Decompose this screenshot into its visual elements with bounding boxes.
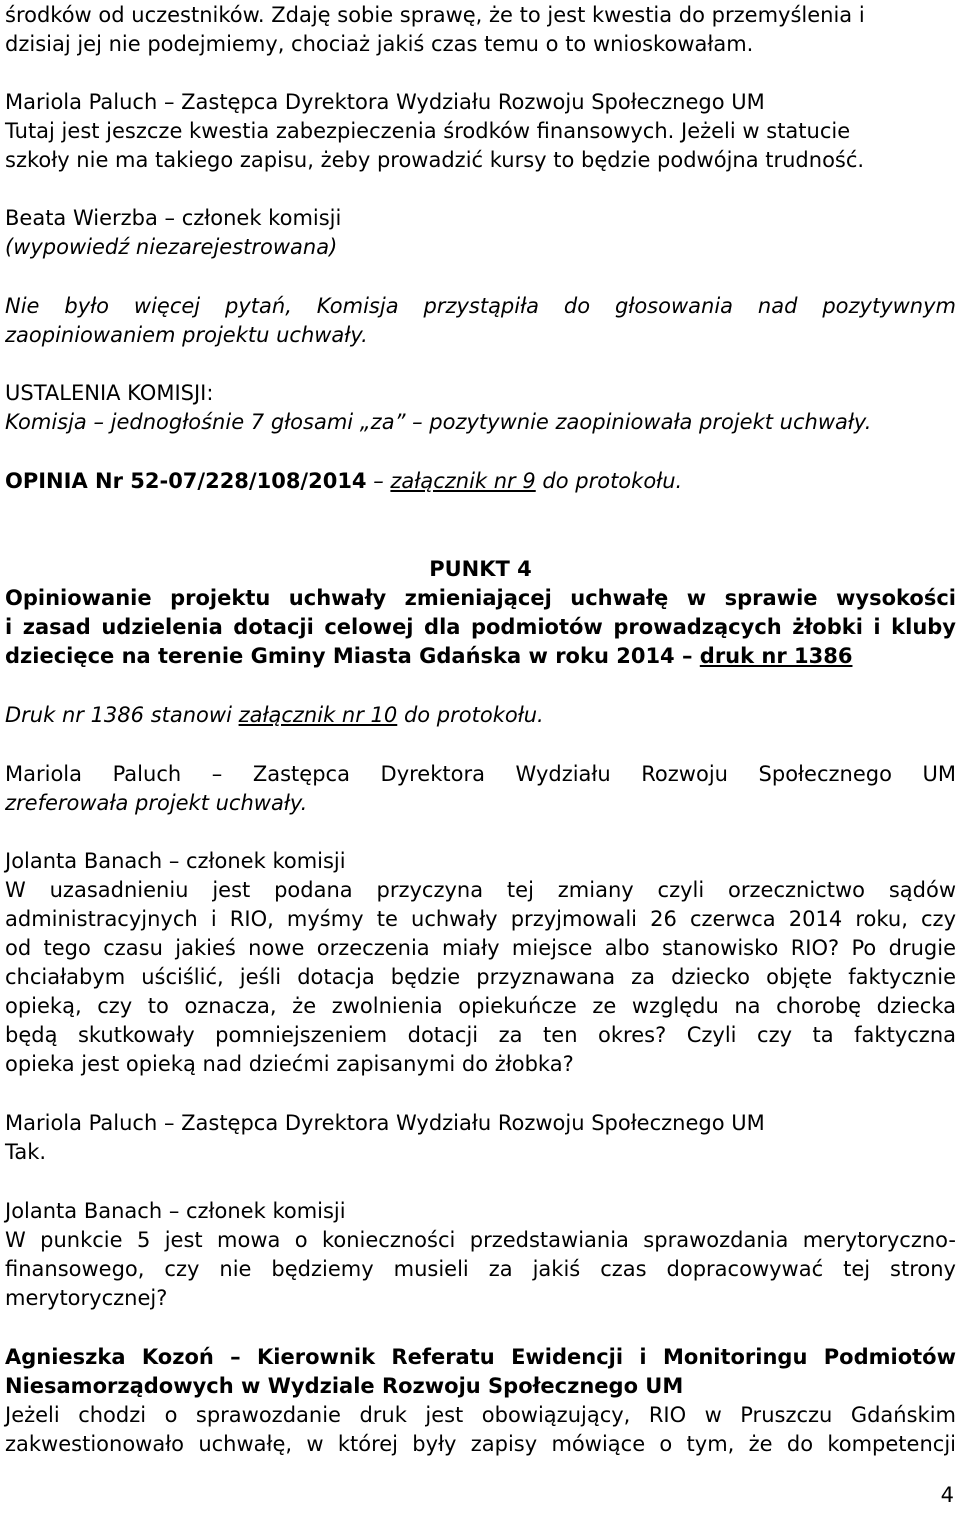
text-line: opieką, czy to oznacza, że zwolnienia opiekuńcze ze względu na chorobę dziecka [5,994,956,1018]
italic-note: (wypowiedź niezarejestrowana) [5,235,338,259]
text-line: środków od uczestników. Zdaję sobie sprawę, że to jest kwestia do przemyślenia i [5,3,865,27]
speaker-heading: Jolanta Banach – członek komisji [5,849,346,873]
attachment-note-suffix: do protokołu. [397,703,544,727]
text-line: merytorycznej? [5,1286,168,1310]
text-line: szkoły nie ma takiego zapisu, żeby prowadzić kursy to będzie podwójna trudność. [5,148,865,172]
point-description-line: Opiniowanie projektu uchwały zmieniającej uchwałę w sprawie wysokości [5,586,956,610]
attachment-note-prefix: Druk nr 1386 stanowi [5,703,239,727]
text-line: Jeżeli chodzi o sprawozdanie druk jest obowiązujący, RIO w Pruszczu Gdańskim [5,1403,956,1427]
point-description-line: i zasad udzielenia dotacji celowej dla podmiotów prowadzących żłobki i kluby [5,615,956,639]
text-line: Tutaj jest jeszcze kwestia zabezpieczenia środków finansowych. Jeżeli w statucie [5,119,851,143]
opinion-suffix: do protokołu. [535,469,683,493]
opinion-number: OPINIA Nr 52-07/228/108/2014 [5,469,367,493]
speaker-heading: Mariola Paluch – Zastępca Dyrektora Wydziału Rozwoju Społecznego UM [5,762,956,786]
attachment-link[interactable]: załącznik nr 10 [238,703,398,727]
text-line: administracyjnych i RIO, myśmy te uchwały przyjmowali 26 czerwca 2014 roku, czy [5,907,956,931]
attachment-note [5,700,544,730]
text-line: W uzasadnieniu jest podana przyczyna tej zmiany czyli orzecznictwo sądów [5,878,956,902]
section-heading: USTALENIA KOMISJI: [5,381,214,405]
speaker-heading: Jolanta Banach – członek komisji [5,1199,346,1223]
text-line: Tak. [5,1140,47,1164]
text-line: będą skutkowały pomniejszeniem dotacji za ten okres? Czyli czy ta faktyczna [5,1023,956,1047]
text-line: zakwestionowało uchwałę, w której były zapisy mówiące o tym, że do kompetencji [5,1432,956,1456]
speaker-heading: Niesamorządowych w Wydziale Rozwoju Społecznego UM [5,1374,684,1398]
italic-note: zreferowała projekt uchwały. [5,791,308,815]
print-link[interactable]: druk nr 1386 [699,644,853,668]
text-line: finansowego, czy nie będziemy musieli za jakiś czas dopracowywać tej strony [5,1257,956,1281]
committee-resolution: Komisja – jednogłośnie 7 głosami „za” – pozytywnie zaopiniowała projekt uchwały. [5,410,872,434]
point-description-text: dziecięce na terenie Gminy Miasta Gdańska w roku 2014 – [5,644,700,668]
text-line: dzisiaj jej nie podejmiemy, chociaż jakiś czas temu o to wnioskowałam. [5,32,754,56]
attachment-link[interactable]: załącznik nr 9 [390,469,536,493]
speaker-heading: Mariola Paluch – Zastępca Dyrektora Wydziału Rozwoju Społecznego UM [5,90,765,114]
italic-paragraph-line: Nie było więcej pytań, Komisja przystąpiła do głosowania nad pozytywnym [5,294,956,318]
text-line: od tego czasu jakieś nowe orzeczenia miały miejsce albo stanowisko RIO? Po drugie [5,936,956,960]
page-number: 4 [940,1483,954,1507]
opinion-dash: – [366,469,391,493]
point-description-line [5,641,852,671]
text-line: opieka jest opieką nad dziećmi zapisanymi do żłobka? [5,1052,574,1076]
speaker-heading: Mariola Paluch – Zastępca Dyrektora Wydziału Rozwoju Społecznego UM [5,1111,765,1135]
text-line: chciałabym uściślić, jeśli dotacja będzie przyznawana za dziecko objęte faktycznie [5,965,956,989]
opinion-reference [5,466,682,496]
point-title: PUNKT 4 [429,557,532,581]
speaker-heading: Agnieszka Kozoń – Kierownik Referatu Ewidencji i Monitoringu Podmiotów [5,1345,956,1369]
speaker-heading: Beata Wierzba – członek komisji [5,206,342,230]
text-line: W punkcie 5 jest mowa o konieczności przedstawiania sprawozdania merytoryczno- [5,1228,956,1252]
italic-paragraph-line: zaopiniowaniem projektu uchwały. [5,323,368,347]
